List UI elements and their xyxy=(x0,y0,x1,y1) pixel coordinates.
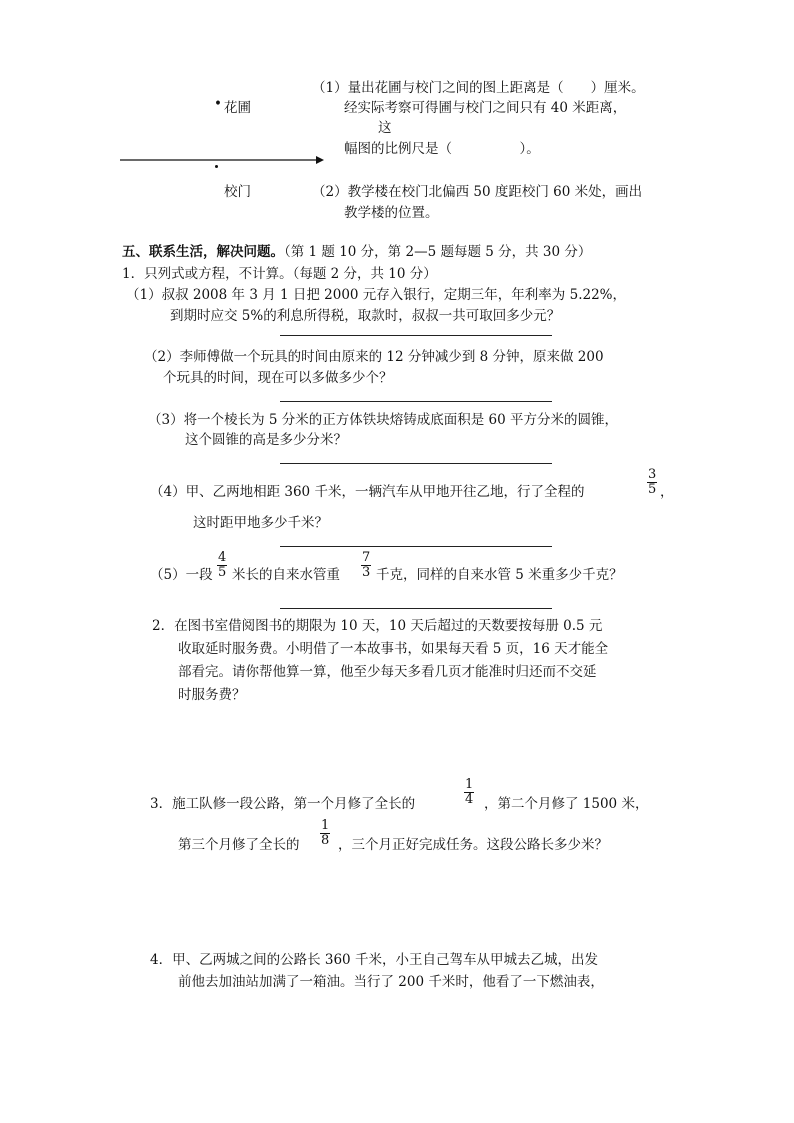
q2-line2: 收取延时服务费。小明借了一本故事书，如果每天看 5 页，16 天才能全 xyxy=(178,641,609,657)
p2-line1: （2）李师傅做一个玩具的时间由原来的 12 分钟减少到 8 分钟，原来做 200 xyxy=(144,349,604,365)
q3-line1-b: ，第二个月修了 1500 米， xyxy=(484,796,649,812)
p3-line1: （3）将一个棱长为 5 分米的正方体铁块熔铸成底面积是 60 平方分米的圆锥， xyxy=(148,412,619,428)
q3-line2-b: ，三个月正好完成任务。这段公路长多少米？ xyxy=(338,837,608,853)
gate-label: 校门 xyxy=(224,184,251,200)
map-q1-line2b: 这 xyxy=(378,120,392,136)
p4-line1-b: ， xyxy=(660,484,674,500)
map-q2-line2: 教学楼的位置。 xyxy=(344,205,439,221)
q3-fraction-1-denominator: 4 xyxy=(465,792,474,807)
p4-fraction-numerator: 3 xyxy=(648,467,657,482)
p3-answer-line xyxy=(280,463,552,464)
p1-answer-line xyxy=(280,335,552,336)
map-q1-line2: 经实际考察可得圃与校门之间只有 40 米距离， xyxy=(344,100,627,116)
q2-line3: 部看完。请你帮他算一算，他至少每天多看几页才能准时归还而不交延 xyxy=(178,664,597,680)
q3-fraction-1 xyxy=(464,778,474,807)
direction-arrow xyxy=(118,152,328,168)
q3-fraction-1-numerator: 1 xyxy=(465,777,474,792)
q3-line1-a: 3．施工队修一段公路，第一个月修了全长的 xyxy=(150,796,416,812)
p4-line2: 这时距甲地多少千米？ xyxy=(193,515,328,531)
p4-fraction-denominator: 5 xyxy=(648,482,657,497)
p4-fraction xyxy=(647,468,657,497)
garden-bullet: • xyxy=(214,96,222,112)
q3-fraction-2-numerator: 1 xyxy=(321,818,330,833)
map-q1-line3: 幅图的比例尺是（ ）。 xyxy=(344,141,540,157)
p1-line1: （1）叔叔 2008 年 3 月 1 日把 2000 元存入银行，定期三年，年利率为 5.22%， xyxy=(126,287,626,303)
section-heading-title: 五、联系生活，解决问题。 xyxy=(122,244,284,260)
p5-fraction-2-denominator: 3 xyxy=(362,565,371,580)
q2-line1: 2．在图书室借阅图书的期限为 10 天，10 天后超过的天数要按每册 0.5 元 xyxy=(152,618,603,634)
q3-line2-a: 第三个月修了全长的 xyxy=(178,837,300,853)
map-q2-line1: （2）教学楼在校门北偏西 50 度距校门 60 米处，画出 xyxy=(312,184,643,200)
section-heading-note: （第 1 题 10 分，第 2—5 题每题 5 分，共 30 分） xyxy=(284,244,592,260)
p5-fraction-2-numerator: 7 xyxy=(362,550,371,565)
p5-answer-line xyxy=(280,608,552,609)
q3-fraction-2 xyxy=(320,819,330,848)
p5-fraction-1-numerator: 4 xyxy=(218,550,227,565)
p5-a: （5）一段 xyxy=(150,567,213,583)
garden-label: 花圃 xyxy=(224,100,251,116)
map-q1-line1: （1）量出花圃与校门之间的图上距离是（ ）厘米。 xyxy=(312,80,645,96)
p2-answer-line xyxy=(280,401,552,402)
q1-intro: 1．只列式或方程，不计算。（每题 2 分，共 10 分） xyxy=(122,266,437,282)
p5-fraction-1 xyxy=(217,551,227,580)
p5-b: 米长的自来水管重 xyxy=(232,567,340,583)
p2-line2: 个玩具的时间，现在可以多做多少个？ xyxy=(163,370,393,386)
p4-answer-line xyxy=(280,546,552,547)
p5-fraction-2 xyxy=(361,551,371,580)
q4-line1: 4．甲、乙两城之间的公路长 360 千米，小王自己驾车从甲城去乙城，出发 xyxy=(150,952,598,968)
q4-line2: 前他去加油站加满了一箱油。当行了 200 千米时，他看了一下燃油表， xyxy=(178,974,604,990)
p4-line1-a: （4）甲、乙两地相距 360 千米，一辆汽车从甲地开往乙地，行了全程的 xyxy=(150,484,585,500)
section-heading xyxy=(122,240,591,260)
p1-line2: 到期时应交 5%的利息所得税，取款时，叔叔一共可取回多少元？ xyxy=(170,308,561,324)
p5-fraction-1-denominator: 5 xyxy=(218,565,227,580)
p3-line2: 这个圆锥的高是多少分米？ xyxy=(185,432,347,448)
gate-point xyxy=(215,165,218,168)
q2-line4: 时服务费？ xyxy=(178,687,246,703)
q3-fraction-2-denominator: 8 xyxy=(321,833,330,848)
p5-c: 千克，同样的自来水管 5 米重多少千克？ xyxy=(376,567,623,583)
